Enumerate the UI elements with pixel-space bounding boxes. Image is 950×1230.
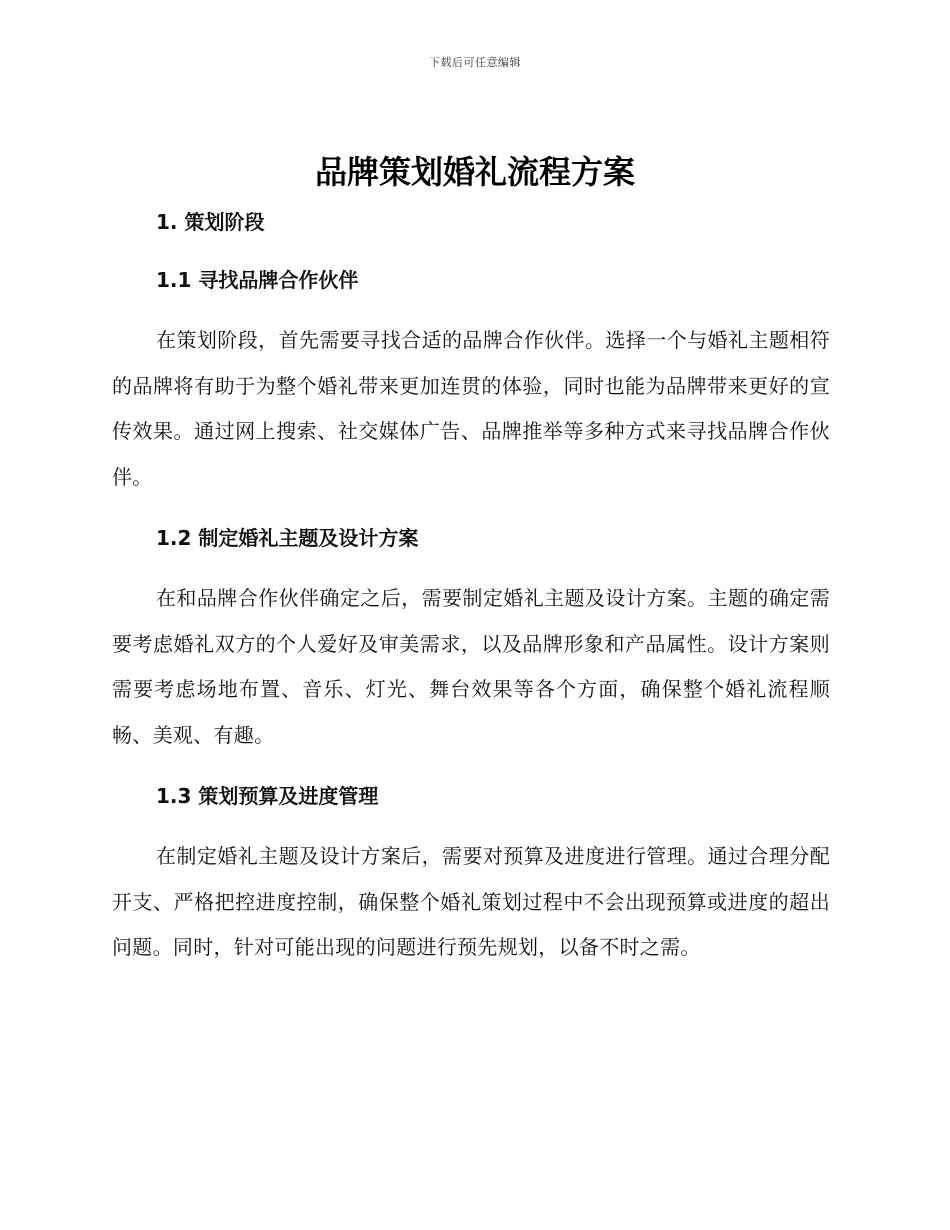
header-note: 下载后可任意编辑 [429,56,521,69]
paragraph-1-2: 在和品牌合作伙伴确定之后，需要制定婚礼主题及设计方案。主题的确定需要考虑婚礼双方的个人爱好及审美需求，以及品牌形象和产品属性。设计方案则需要考虑场地布置、音乐、灯光、舞台效果等各个方面，确保整个婚礼流程顺畅、美观、有趣。 [112,586,830,747]
subsection-heading-1-2: 1.2 制定婚礼主题及设计方案 [156,526,419,550]
document-body [112,200,830,971]
subsection-heading-1-1: 1.1 寻找品牌合作伙伴 [156,268,359,292]
section-heading-1: 1. 策划阶段 [156,210,265,234]
paragraph-1-1: 在策划阶段，首先需要寻找合适的品牌合作伙伴。选择一个与婚礼主题相符的品牌将有助于为整个婚礼带来更加连贯的体验，同时也能为品牌带来更好的宣传效果。通过网上搜索、社交媒体广告、品牌推举等多种方式来寻找品牌合作伙伴。 [112,328,830,489]
document-title: 品牌策划婚礼流程方案 [314,153,635,191]
paragraph-1-3: 在制定婚礼主题及设计方案后，需要对预算及进度进行管理。通过合理分配开支、严格把控进度控制，确保整个婚礼策划过程中不会出现预算或进度的超出问题。同时，针对可能出现的问题进行预先规划，以备不时之需。 [112,844,830,959]
subsection-heading-1-3: 1.3 策划预算及进度管理 [156,784,379,808]
